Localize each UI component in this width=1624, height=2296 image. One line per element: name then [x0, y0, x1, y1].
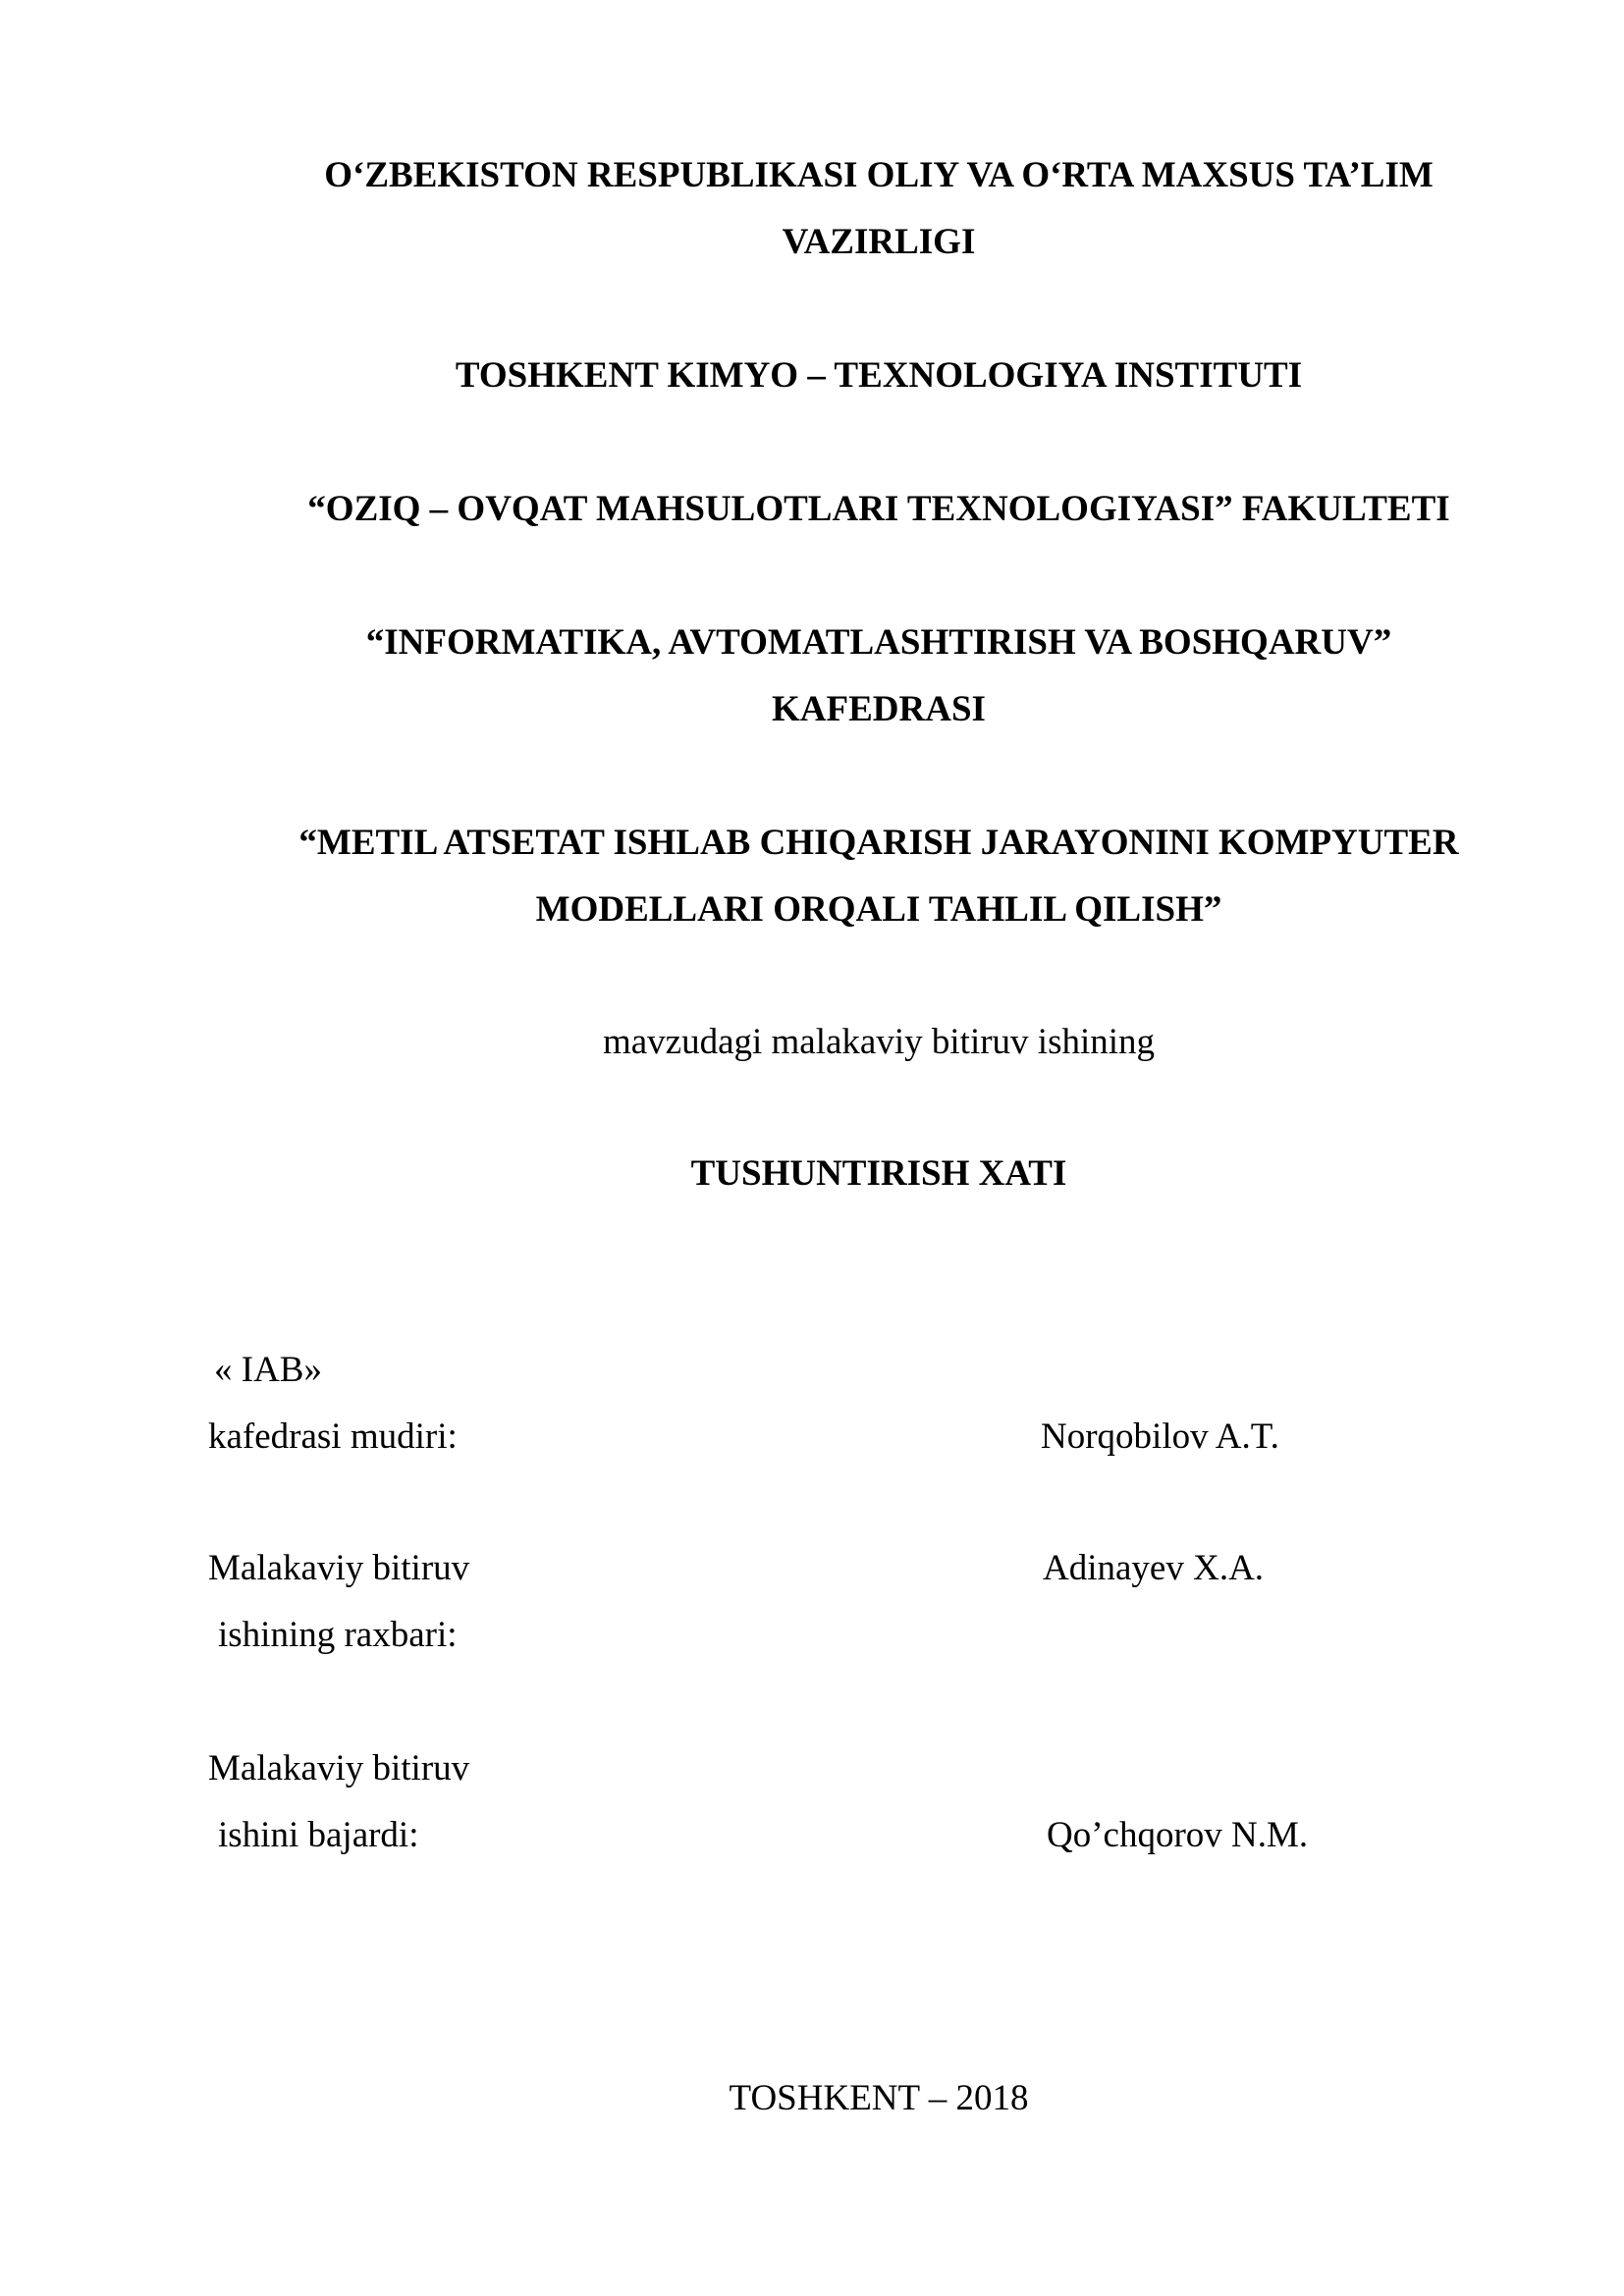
- supervisor-label-line1: Malakaviy bitiruv: [208, 1548, 470, 1588]
- supervisor-label-line2: ishining raxbari:: [218, 1615, 458, 1655]
- department-title-line1: “INFORMATIKA, AVTOMATLASHTIRISH VA BOSHQARUV”: [365, 622, 1392, 663]
- supervisor-name: Adinayev X.A.: [1043, 1548, 1265, 1588]
- topic-title-line1: “METIL ATSETAT ISHLAB CHIQARISH JARAYONINI KOMPYUTER: [298, 823, 1459, 863]
- head-label-line2: kafedrasi mudiri:: [208, 1416, 458, 1457]
- department-title-line2: KAFEDRASI: [772, 689, 986, 729]
- faculty-title: “OZIQ – OVQAT MAHSULOTLARI TEXNOLOGIYASI” FAKULTETI: [307, 489, 1450, 529]
- author-label-line2: ishini bajardi:: [218, 1815, 419, 1855]
- head-label-line1: « IAB»: [214, 1350, 322, 1390]
- ministry-title-line2: VAZIRLIGI: [782, 222, 976, 262]
- document-type-title: TUSHUNTIRISH XATI: [690, 1153, 1067, 1194]
- author-name: Qo’chqorov N.M.: [1047, 1815, 1309, 1855]
- author-label-line1: Malakaviy bitiruv: [208, 1748, 470, 1789]
- head-name: Norqobilov A.T.: [1041, 1416, 1279, 1457]
- work-subtitle: mavzudagi malakaviy bitiruv ishining: [602, 1022, 1156, 1062]
- institute-title: TOSHKENT KIMYO – TEXNOLOGIYA INSTITUTI: [455, 355, 1303, 396]
- ministry-title-line1: O‘ZBEKISTON RESPUBLIKASI OLIY VA O‘RTA MAXSUS TA’LIM: [324, 155, 1434, 195]
- city-year: TOSHKENT – 2018: [729, 2078, 1029, 2118]
- topic-title-line2: MODELLARI ORQALI TAHLIL QILISH”: [535, 889, 1222, 930]
